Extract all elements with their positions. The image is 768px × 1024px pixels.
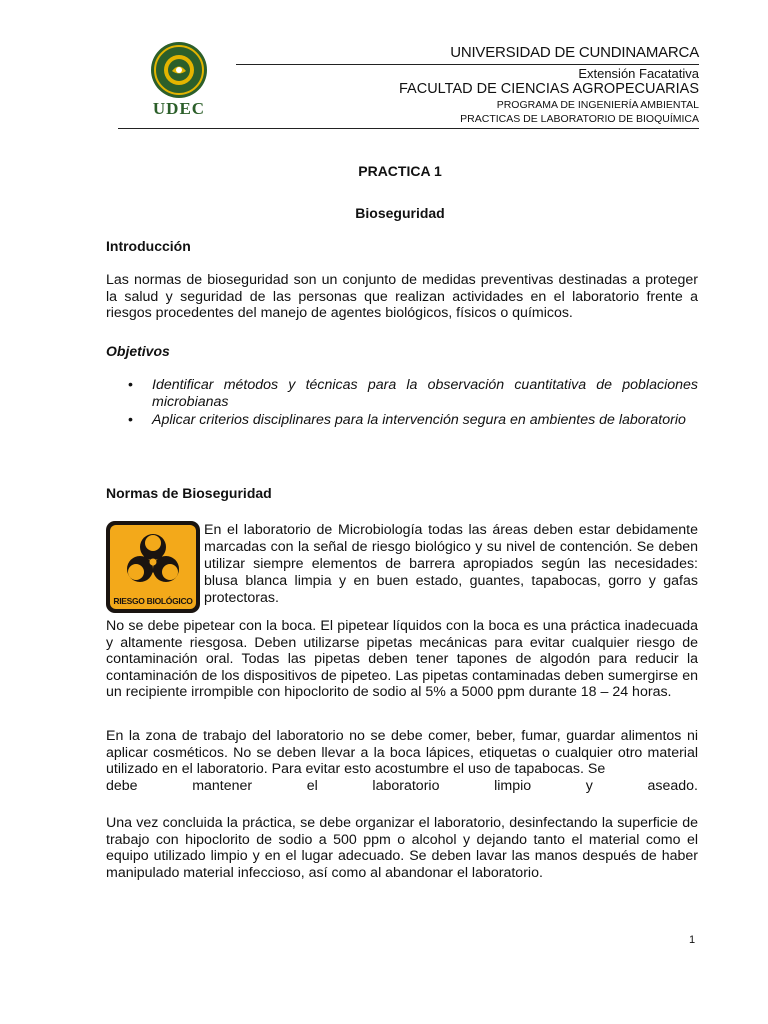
sign-caption: RIESGO BIOLÓGICO	[113, 596, 193, 606]
norms-paragraph-2	[106, 728, 698, 794]
page-number: 1	[689, 934, 696, 946]
sign-paragraph: En el laboratorio de Microbiología todas las áreas deben estar debidamente marcadas con la señal de riesgo biológico y su nivel de contención. Se deben utilizar siempre elementos de barrera apropiados según las necesidades: blusa blanca limpia y en buen estado, guantes, tapabocas, gorro y gafas protectoras.	[204, 522, 698, 606]
topic-title: Bioseguridad	[355, 205, 445, 221]
logo-text: UDEC	[152, 99, 206, 118]
norms-paragraph-1: No se debe pipetear con la boca. El pipetear líquidos con la boca es una práctica inadecuada y altamente riesgosa. Deben utilizarse pipetas mecánicas para evitar cualquier riesgo de contaminación oral. Todas las pipetas deben tener tapones de algodón para reducir la contaminación de los dispositivos de pipeteo. Las pipetas contaminadas deben sumergirse en un recipiente irrompible con hipoclorito de sodio al 5% a 5000 ppm durante 18 – 24 horas.	[106, 618, 698, 700]
intro-heading: Introducción	[106, 238, 191, 254]
bullet-icon: •	[128, 412, 133, 428]
intro-paragraph: Las normas de bioseguridad son un conjunto de medidas preventivas destinadas a proteger la salud y seguridad de las personas que realizan actividades en el laboratorio frente a riesgos procedentes del manejo de agentes biológicos, físicos o químicos.	[106, 272, 698, 321]
header-rule-bottom	[118, 128, 699, 129]
extension-name: Extensión Facatativa	[578, 66, 699, 81]
norms-paragraph-2-text: En la zona de trabajo del laboratorio no se debe comer, beber, fumar, guardar alimentos ni aplicar cosméticos. No se deben llevar a la boca lápices, etiquetas o cualquier otro material utilizado en el laboratorio. Para evitar esto acostumbre el uso de tapabocas. Se	[106, 728, 698, 777]
header-rule-top	[236, 64, 699, 65]
university-name: UNIVERSIDAD DE CUNDINAMARCA	[450, 44, 699, 61]
practices-name: PRACTICAS DE LABORATORIO DE BIOQUÍMICA	[460, 113, 699, 125]
objectives-heading: Objetivos	[106, 343, 170, 359]
objective-text: Identificar métodos y técnicas para la observación cuantitativa de poblaciones microbianas	[152, 377, 698, 410]
norms-heading: Normas de Bioseguridad	[106, 485, 272, 501]
practice-title: PRACTICA 1	[358, 163, 442, 179]
list-item	[106, 412, 698, 429]
faculty-name: FACULTAD DE CIENCIAS AGROPECUARIAS	[399, 81, 699, 97]
biohazard-sign	[106, 521, 200, 613]
sign-background	[110, 525, 196, 609]
objective-text: Aplicar criterios disciplinares para la intervención segura en ambientes de laboratorio	[152, 412, 686, 428]
objectives-list	[106, 377, 698, 431]
list-item	[106, 377, 698, 410]
udec-seal-icon	[146, 40, 212, 100]
bullet-icon: •	[128, 377, 133, 393]
program-name: PROGRAMA DE INGENIERÍA AMBIENTAL	[496, 99, 699, 111]
norms-paragraph-3: Una vez concluida la práctica, se debe organizar el laboratorio, desinfectando la superficie de trabajo con hipoclorito de sodio a 500 ppm o alcohol y dejando tanto el material como el equipo utilizado limpio y en el lugar adecuado. Se deben lavar las manos después de haber manipulado material infeccioso, así como al abandonar el laboratorio.	[106, 815, 698, 881]
biohazard-icon	[110, 525, 196, 595]
norms-paragraph-2-last-line: debe mantener el laboratorio limpio y aseado.	[106, 777, 698, 794]
university-logo	[146, 40, 212, 122]
